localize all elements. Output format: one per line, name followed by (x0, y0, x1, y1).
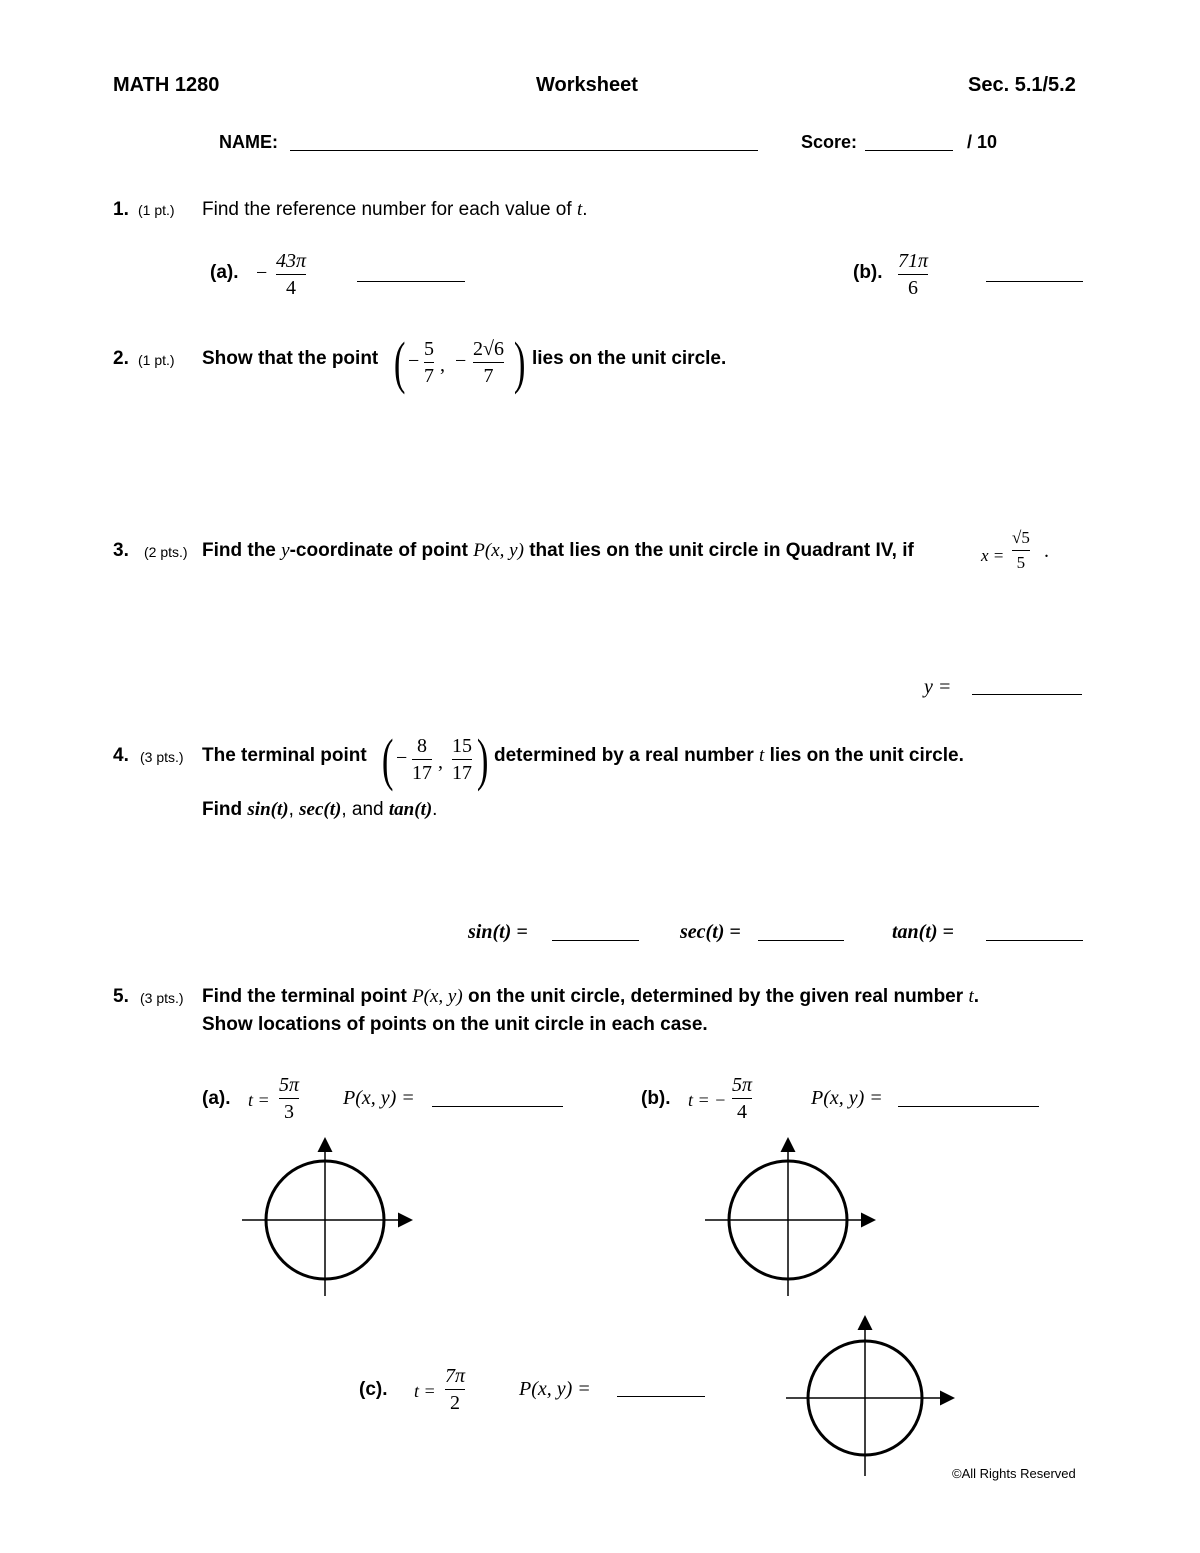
q1-points: (1 pt.) (138, 202, 175, 218)
q4-text-3: lies on the unit circle. (769, 745, 964, 766)
q4-comma-a: , (288, 799, 294, 820)
q4-tan-label: tan(t) = (892, 921, 954, 943)
q2-text-before: Show that the point (202, 348, 379, 369)
q4-sec: sec(t) (299, 799, 342, 820)
q4-tan: tan(t) (388, 799, 433, 820)
q4-find-line (202, 799, 437, 821)
q4-right-paren: ) (476, 727, 489, 792)
q4-sin: sin(t) (247, 799, 289, 820)
q4-sec-field[interactable] (758, 940, 844, 941)
q3-x-fraction (1012, 528, 1030, 573)
score-field[interactable] (865, 150, 953, 151)
q2-text-after: lies on the unit circle. (532, 348, 727, 369)
q4-p1-sign: − (396, 747, 408, 769)
q3-answer-label: y = (924, 676, 952, 698)
q3-text-3: that lies on the unit circle in Quadrant IV, if (529, 540, 914, 561)
q5c-p: P(x, y) = (519, 1378, 591, 1400)
q4-left-paren: ( (381, 727, 394, 792)
q5a-p: P(x, y) = (343, 1087, 415, 1109)
q3-text (202, 540, 914, 562)
q5c-label: (c). (359, 1379, 388, 1400)
q4-p1-numerator: 8 (417, 735, 427, 757)
q5b-t: t = − (688, 1090, 727, 1110)
q5-period: . (973, 986, 979, 1007)
q5a-fraction (279, 1074, 299, 1123)
q5c-t: t = (414, 1381, 436, 1401)
q3-text-2: -coordinate of point (289, 540, 468, 561)
q2-p1-numerator: 5 (424, 338, 434, 360)
q4-text-2a: determined by a real number (494, 745, 754, 766)
q5b-answer-field[interactable] (898, 1106, 1039, 1107)
q4-p2-numerator: 15 (452, 735, 472, 757)
q5b-denominator: 4 (737, 1101, 748, 1123)
q1-period: . (582, 199, 588, 220)
score-label: Score: (801, 132, 858, 152)
q4-p2-denominator: 17 (452, 762, 472, 784)
q2-p2-sign: − (455, 350, 467, 372)
q3-x-numerator: √5 (1012, 528, 1030, 547)
q4-text-1: The terminal point (202, 745, 367, 766)
q5b-p: P(x, y) = (811, 1087, 883, 1109)
q4-period: . (432, 799, 438, 820)
q1-var: t (576, 199, 583, 220)
q3-answer-field[interactable] (972, 694, 1082, 695)
q5-text-line2: Show locations of points on the unit circle in each case. (202, 1014, 708, 1035)
q4-comma: , (438, 751, 443, 773)
q4-sin-field[interactable] (552, 940, 639, 941)
q2-p1-denominator: 7 (424, 365, 434, 387)
q1-number: 1. (113, 199, 129, 220)
q5c-answer-field[interactable] (617, 1396, 705, 1397)
copyright: ©All Rights Reserved (952, 1466, 1076, 1481)
q2-number: 2. (113, 348, 129, 369)
q4-comma-b: , (341, 799, 347, 820)
q3-period: . (1044, 540, 1049, 562)
q2-comma: , (440, 354, 445, 376)
q5c-denominator: 2 (450, 1392, 461, 1414)
q5-text-1: Find the terminal point (202, 986, 407, 1007)
q1b-denominator: 6 (908, 277, 919, 299)
q4-sin-label: sin(t) = (468, 921, 528, 943)
q5a-answer-field[interactable] (432, 1106, 563, 1107)
q4-text-2 (494, 745, 964, 767)
q2-p1-sign: − (408, 350, 420, 372)
q4-var: t (759, 745, 765, 766)
q5c-numerator: 7π (445, 1365, 466, 1387)
q3-x-eq: x = (981, 546, 1005, 565)
q4-points: (3 pts.) (140, 749, 184, 765)
q1a-fraction (276, 250, 306, 299)
q5a-unit-circle[interactable] (236, 1132, 420, 1300)
q5a-numerator: 5π (279, 1074, 300, 1096)
q5b-unit-circle[interactable] (699, 1132, 883, 1300)
q2-p1-fraction (424, 338, 434, 387)
q3-number: 3. (113, 540, 129, 561)
q3-text-1: Find the (202, 540, 276, 561)
score-total: / 10 (967, 132, 998, 152)
q5-text-2: on the unit circle, determined by the given real number (467, 986, 964, 1007)
q1b-label: (b). (853, 262, 883, 283)
q1a-answer-field[interactable] (357, 281, 465, 282)
name-label: NAME: (219, 132, 278, 152)
q4-number: 4. (113, 745, 129, 766)
q4-p2-fraction (452, 735, 472, 784)
q5a-label: (a). (202, 1088, 231, 1109)
q1a-sign: − (256, 262, 268, 284)
q5-points: (3 pts.) (140, 990, 184, 1006)
q2-p2-denominator: 7 (483, 365, 494, 387)
q2-points: (1 pt.) (138, 352, 175, 368)
q5c-unit-circle[interactable] (780, 1312, 964, 1480)
q2-p2-numerator: 2√6 (473, 338, 504, 360)
q5b-fraction (732, 1074, 752, 1123)
q1a-numerator: 43π (276, 250, 307, 272)
q5-number: 5. (113, 986, 129, 1007)
q1-text (202, 199, 588, 221)
course-code: MATH 1280 (113, 74, 220, 96)
q3-point: P(x, y) (473, 540, 524, 561)
q1-prompt: Find the reference number for each value of (202, 199, 572, 220)
q5c-fraction (445, 1365, 465, 1414)
q1a-denominator: 4 (286, 277, 297, 299)
q2-left-paren: ( (393, 330, 406, 395)
q3-x-denominator: 5 (1016, 553, 1026, 572)
q1b-numerator: 71π (898, 250, 929, 272)
q5-var: t (968, 986, 974, 1007)
q5b-numerator: 5π (732, 1074, 753, 1096)
q4-and: and (351, 799, 384, 820)
q3-points: (2 pts.) (144, 544, 188, 560)
section-label: Sec. 5.1/5.2 (968, 74, 1076, 96)
q4-find: Find (202, 799, 243, 820)
q2-p2-fraction (473, 338, 504, 387)
q5a-t: t = (248, 1090, 270, 1110)
q5-point: P(x, y) (412, 986, 463, 1007)
q5-text-line1 (202, 986, 979, 1008)
q3-var-y: y (281, 540, 290, 561)
q4-sec-label: sec(t) = (680, 921, 741, 943)
page-title: Worksheet (536, 74, 638, 96)
q1b-fraction (898, 250, 928, 299)
q5a-denominator: 3 (284, 1101, 295, 1123)
q4-p1-denominator: 17 (412, 762, 432, 784)
q1b-answer-field[interactable] (986, 281, 1083, 282)
q4-tan-field[interactable] (986, 940, 1083, 941)
q4-p1-fraction (412, 735, 432, 784)
q1a-label: (a). (210, 262, 239, 283)
q5b-label: (b). (641, 1088, 671, 1109)
name-field[interactable] (290, 150, 758, 151)
q2-right-paren: ) (513, 330, 526, 395)
